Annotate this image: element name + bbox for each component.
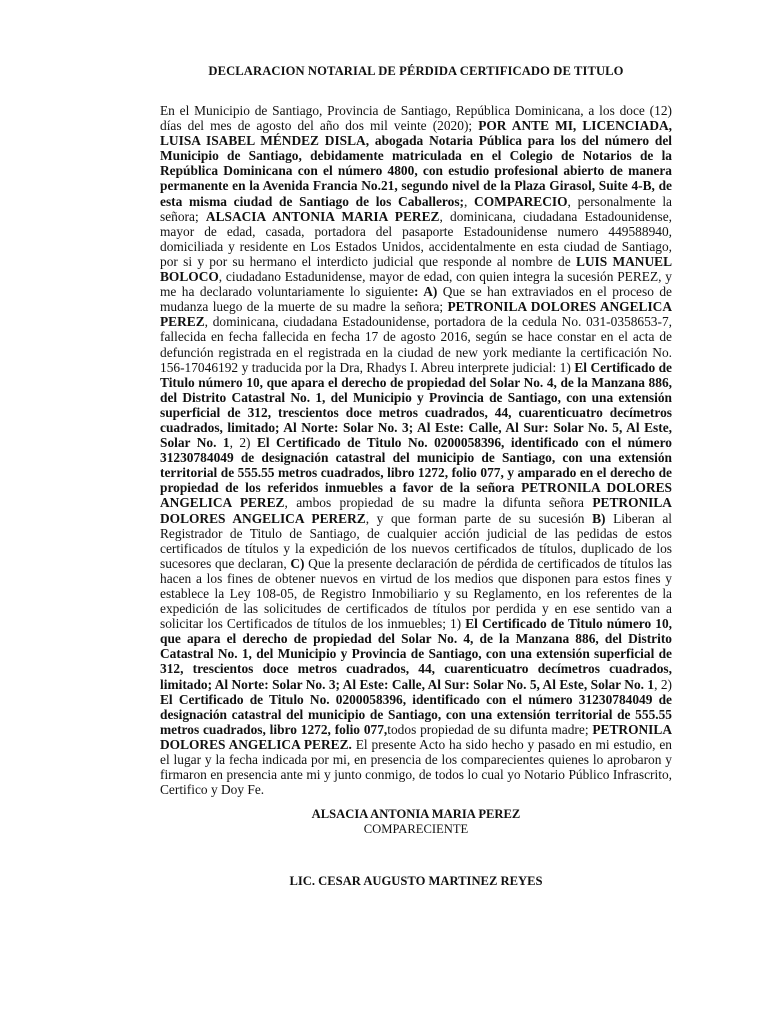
body-segment-bold: COMPARECIO <box>474 193 568 209</box>
document-title: DECLARACION NOTARIAL DE PÉRDIDA CERTIFICADO DE TITULO <box>208 64 624 78</box>
body-segment-bold: El Certificado de Titulo número 10, que apara el derecho de propiedad del Solar No. 4, de la Manzana 886, del Distrito Catastral No. 1, del Municipio y Provincia de Santiago, con una extensión superficial de 312, trescientos doce metros cuadrados, 44, cuarenticuatro decímetros cuadrados, limitado; Al Norte: Solar No. 3; Al Este: Calle, Al Sur: Solar No. 5, Al Este, Solar No. 1 <box>160 616 672 692</box>
body-segment: , ciudadano Estadunidense, mayor de edad, con quien integra la sucesión PEREZ, y me ha declarado voluntariamente lo siguiente <box>160 269 672 300</box>
body-segment: Que la presente declaración de pérdida de certificados de títulos las hacen a los fines de obtener nuevos en virtud de los medios que disponen para estos fines y establece la Ley 108-05, de Registro Inmobiliario y su Reglamento, en los referentes de la expedición de las solicitudes de certificados de títulos por perdida y en ese sentido van a solicitar los Certificados de títulos de los inmuebles; 1) <box>160 555 672 632</box>
body-segment-bold: El Certificado de Titulo número 10, que apara el derecho de propiedad del Solar No. 4, de la Manzana 886, del Distrito Catastral No. 1, del Municipio y Provincia de Santiago, con una extensión superficial de 312, trescientos doce metros cuadrados, 44, cuarenticuatro decímetros cuadrados, limitado; Al Norte: Solar No. 3; Al Este: Calle, Al Sur: Solar No. 5, Al Este, Solar No. 1 <box>160 359 673 451</box>
signer-name: ALSACIA ANTONIA MARIA PEREZ <box>311 807 521 821</box>
signature-block-notary <box>160 874 672 889</box>
body-segment-bold: B) <box>592 510 606 526</box>
body-segment: En el Municipio de Santiago, Provincia de Santiago, República Dominicana, a los doce (12) días del mes de agosto del año dos mil veinte (2020); <box>160 103 672 134</box>
signature-block-compareciente <box>160 807 672 837</box>
body-segment-bold: El Certificado de Titulo No. 0200058396, identificado con el número 31230784049 de designación catastral del municipio de Santiago, con una extensión territorial de 555.55 metros cuadrados, libro 1272, folio 077, y amparado en el derecho de propiedad de los referidos inmuebles a favor de la señora PETRONILA DOLORES ANGELICA PEREZ <box>160 435 672 511</box>
body-segment: , dominicana, ciudadana Estadounidense, mayor de edad, casada, portadora del pasaporte Estadounidense numero 449588940, domiciliada y residente en Los Estados Unidos, accidentalmente en esta ciudad de Santiago, por si y por su hermano el interdicto judicial que responde al nombre de <box>160 208 672 269</box>
document-body <box>160 103 672 797</box>
body-segment: todos propiedad de su difunta madre; <box>387 721 593 737</box>
body-segment-bold: POR ANTE MI, LICENCIADA, LUISA ISABEL MÉNDEZ DISLA, abogada Notaria Pública para los del número del Municipio de Santiago, debidamente matriculada en el Colegio de Notarios de la República Dominicana con el número 4800, con estudio profesional abierto de manera permanente en la Avenida Francia No.21, segundo nivel de la Plaza Girasol, Suite 4-B, de esta misma ciudad de Santiago de los Caballeros; <box>160 118 673 209</box>
body-segment-bold: ALSACIA ANTONIA MARIA PEREZ <box>205 208 440 224</box>
body-segment: , 2) <box>654 676 672 692</box>
body-segment: , <box>464 193 475 209</box>
body-segment: Que se han extraviados en el proceso de mudanza luego de la muerte de su madre la señora; <box>160 284 672 315</box>
notary-name: LIC. CESAR AUGUSTO MARTINEZ REYES <box>289 874 543 888</box>
body-segment: , personalmente la señora; <box>160 193 673 224</box>
body-segment: , dominicana, ciudadana Estadounidense, portadora de la cedula No. 031-0358653-7, fallecida en fecha fallecida en fecha 17 de agosto 2016, según se hace constar en el acta de defunción registrada en el registrada en la ciudad de new york mediante la certificación No. 156-17046192 y traducida por la Dra, Rhadys I. Abreu interprete judicial: 1) <box>160 314 672 375</box>
body-segment-bold: LUIS MANUEL BOLOCO <box>160 253 673 285</box>
body-segment: El presente Acto ha sido hecho y pasado en mi estudio, en el lugar y la fecha indicada por mi, en presencia de los comparecientes quienes lo aprobaron y firmaron en presencia ante mi y junto conmigo, de todos lo cual yo Notario Público Infrascrito, Certifico y Doy Fe. <box>160 736 672 798</box>
body-segment-bold: El Certificado de Titulo No. 0200058396, identificado con el número 31230784049 de designación catastral del municipio de Santiago, con una extensión territorial de 555.55 metros cuadrados, libro 1272, folio 077, <box>160 691 672 737</box>
body-segment-bold: PETRONILA DOLORES ANGELICA PEREZ <box>160 299 673 330</box>
body-segment: , y que forman parte de su sucesión <box>365 510 593 526</box>
signer-role: COMPARECIENTE <box>363 822 469 836</box>
body-segment-bold: PETRONILA DOLORES ANGELICA PEREZ. <box>160 721 672 752</box>
body-segment: Liberan al Registrador de Titulo de Santiago, de cualquier acción judicial de las pedidas de estos certificados de títulos y la expedición de los nuevos certificados de títulos, duplicado de los sucesores que declaran, <box>160 510 673 571</box>
body-segment-bold: C) <box>290 555 305 571</box>
body-segment: , ambos propiedad de su madre la difunta señora <box>284 495 593 511</box>
body-segment-bold: : A) <box>414 284 438 300</box>
body-segment-bold: PETRONILA DOLORES ANGELICA PERERZ <box>160 495 672 526</box>
body-segment: , 2) <box>229 435 257 451</box>
